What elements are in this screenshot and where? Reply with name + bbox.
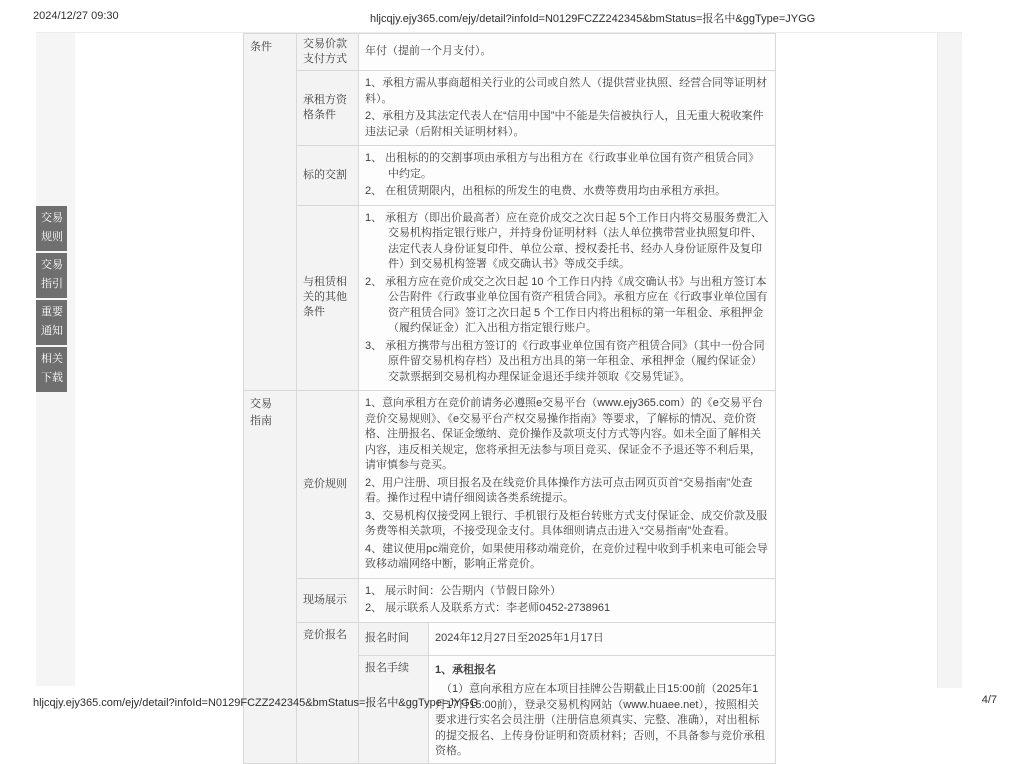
side-navigation	[36, 206, 67, 394]
print-footer-url: hljcqjy.ejy365.com/ejy/detail?infoId=N0129FCZZ242345&bmStatus=报名中&ggType=JYGG	[33, 697, 479, 709]
sidebar-item-label: 通知	[41, 325, 63, 337]
cell-text: 3、交易机构仅接受网上银行、手机银行及柜台转账方式支付保证金、成交价款及服务费等相关款项，不接受现金支付。具体细则请点击进入“交易指南”处查看。	[365, 509, 768, 537]
sidebar-item-label: 下载	[41, 372, 63, 384]
sidebar-item-important-notice[interactable]	[36, 300, 67, 345]
row-label-subject-delivery: 标的交割	[297, 146, 359, 206]
print-header-url: hljcqjy.ejy365.com/ejy/detail?infoId=N0129FCZZ242345&bmStatus=报名中&ggType=JYGG	[370, 13, 816, 25]
cell-bidding-rules	[359, 391, 776, 579]
cell-text: 2、 展示联系人及联系方式：李老师0452-2738961	[365, 602, 611, 614]
cell-text: 1、 展示时间：公告期内（节假日除外）	[365, 584, 562, 597]
cell-lessee-qualification	[359, 71, 776, 146]
cell-text: 2024年12月27日至2025年1月17日	[435, 631, 604, 644]
row-label-other-lease-conditions: 与租赁相关的其他条件	[297, 205, 359, 391]
section-label: 条件	[250, 41, 272, 53]
sidebar-item-label: 规则	[41, 231, 63, 243]
cell-signup-procedure	[429, 655, 776, 763]
cell-subject-delivery	[359, 146, 776, 206]
print-footer-page-number: 4/7	[981, 694, 997, 706]
cell-text: 2、承租方及其法定代表人在“信用中国”中不能是失信被执行人，且无重大税收案件违法记录（后附相关证明材料）。	[365, 110, 764, 138]
print-header-datetime: 2024/12/27 09:30	[33, 10, 119, 22]
section-label: 指南	[250, 415, 272, 427]
section-cell-condition	[244, 34, 297, 391]
sidebar-item-label: 重要	[41, 306, 63, 318]
sidebar-item-label: 交易	[41, 259, 63, 271]
cell-text: 2、 承租方应在竞价成交之次日起 10 个工作日内持《成交确认书》与出租方签订本公告附件《行政事业单位国有资产租赁合同》。承租方应在《行政事业单位国有资产租赁合同》签订之次日起 5 个工作日内将出租标的第一年租金、承租押金（履约保证金）汇入出租方指定银行账户。	[365, 275, 768, 334]
row-label-onsite-display: 现场展示	[297, 578, 359, 622]
sidebar-item-label: 交易	[41, 212, 63, 224]
right-scrollbar-track[interactable]	[937, 33, 962, 688]
row-label-bidding-rules: 竞价规则	[297, 391, 359, 579]
cell-text: 2、用户注册、项目报名及在线竞价具体操作方法可点击网页页首“交易指南”处查看。操作过程中请仔细阅读各类系统提示。	[365, 476, 753, 504]
sidebar-item-trade-rules[interactable]	[36, 206, 67, 251]
cell-text: 3、 承租方携带与出租方签订的《行政事业单位国有资产租赁合同》（其中一份合同原件留交易机构存档）及出租方出具的第一年租金、承租押金（履约保证金）交款票据到交易机构办理保证金退还手续并领取《交易凭证》。	[365, 339, 765, 383]
cell-text: 2、 在租赁期限内，出租标的所发生的电费、水费等费用均由承租方承担。	[365, 185, 727, 197]
cell-text: 1、 承租方（即出价最高者）应在竞价成交之次日起 5个工作日内将交易服务费汇入交易机构指定银行账户，并持身份证明材料（法人单位携带营业执照复印件、法定代表人身份证复印件、单位公章、授权委托书、经办人身份证原件及复印件）到交易机构签署《成交确认书》等成交手续。	[365, 211, 769, 270]
sidebar-item-related-downloads[interactable]	[36, 347, 67, 392]
procedure-text: （1）意向承租方应在本项目挂牌公告期截止日15:00前（2025年1月17日15:00前），登录交易机构网站（www.huaee.net），按照相关要求进行实名会员注册（注册信息须真实、完整、准确），对出租标的提交报名、上传身份证明和资质材料；否则，不具备参与竞价承租资格。	[435, 683, 765, 757]
cell-text: 1、 出租标的的交割事项由承租方与出租方在《行政事业单位国有资产租赁合同》中约定。	[365, 152, 760, 180]
sidebar-item-trade-guide[interactable]	[36, 253, 67, 298]
cell-text: 1、承租方需从事商超相关行业的公司或自然人（提供营业执照、经营合同等证明材料）。	[365, 77, 768, 105]
row-label-payment-method: 交易价款支付方式	[297, 34, 359, 71]
procedure-title: 1、承租报名	[435, 663, 497, 676]
cell-other-lease-conditions	[359, 205, 776, 391]
cell-text: 4、建议使用pc端竞价，如果使用移动端竞价，在竞价过程中收到手机来电可能会导致移动端网络中断，影响正常竞价。	[365, 542, 768, 570]
cell-signup-time	[429, 622, 776, 655]
cell-text: 年付（提前一个月支付）。	[365, 45, 492, 58]
row-label-lessee-qualification: 承租方资格条件	[297, 71, 359, 146]
sidebar-item-label: 指引	[41, 278, 63, 290]
row-label-bidding-signup: 竞价报名	[297, 622, 359, 763]
cell-onsite-display	[359, 578, 776, 622]
section-label: 交易	[250, 398, 272, 410]
sidebar-item-label: 相关	[41, 353, 63, 365]
row-label-signup-time: 报名时间	[359, 622, 429, 655]
cell-text: 1、意向承租方在竞价前请务必遵照e交易平台（www.ejy365.com）的《e交易平台竞价交易规则》、《e交易平台产权交易操作指南》等要求，了解标的情况、竞价资格、注册报名、保证金缴纳、竞价操作及款项支付方式等内容。如未全面了解相关内容，违反相关规定，您将承担无法参与项目竞买、保证金不予退还等不利后果，请审慎参与竞买。	[365, 397, 763, 471]
row-label-signup-procedure: 报名手续	[359, 655, 429, 763]
cell-payment-method	[359, 34, 776, 71]
